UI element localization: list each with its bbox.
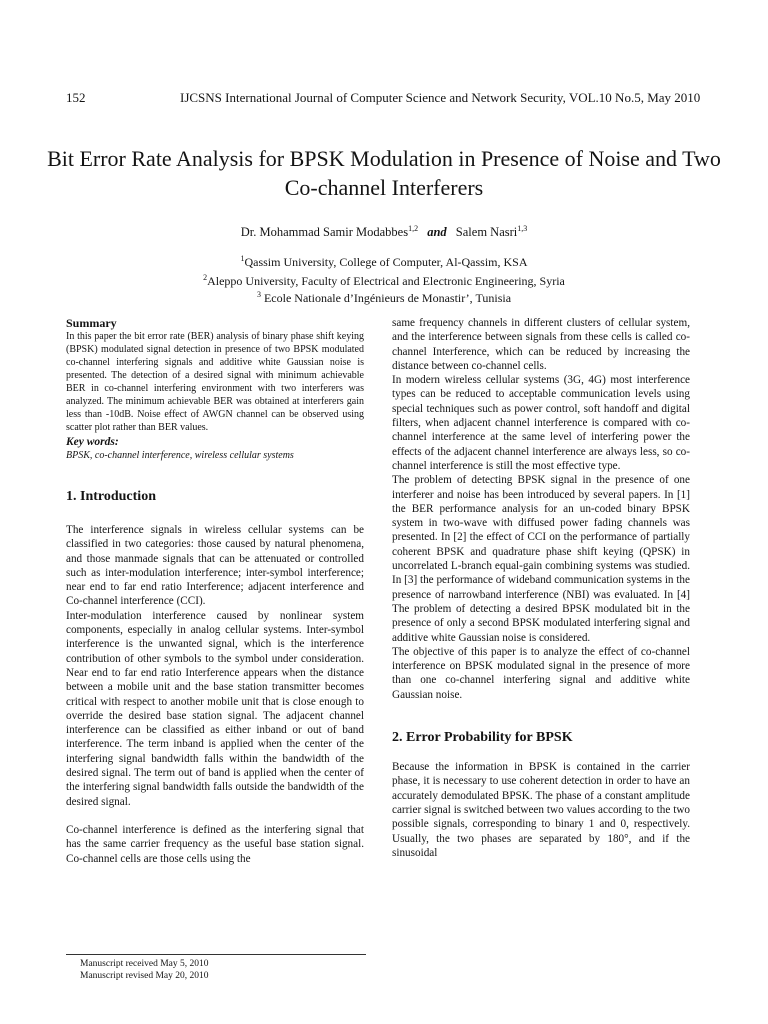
journal-header: IJCSNS International Journal of Computer Science and Network Security, VOL.10 No.5, May 2010 — [180, 90, 701, 105]
paper-title: Bit Error Rate Analysis for BPSK Modulation in Presence of Noise and Two Co-channel Interferers — [47, 146, 721, 200]
affiliation-2-marker: 2 — [203, 273, 208, 282]
affiliation-3-text: Ecole Nationale d’Ingénieurs de Monastir’, Tunisia — [260, 291, 512, 305]
intro-paragraph-6: The objective of this paper is to analyze the effect of co-channel interference on BPSK modulated signal in the presence of more than one co-channel interfering signal and additive white Gaussian noise. — [392, 645, 690, 701]
footnote-received: Manuscript received May 5, 2010 — [80, 959, 209, 969]
author-line — [0, 224, 768, 240]
intro-paragraph-2: Inter-modulation interference caused by nonlinear system components, especially in analog cellular systems. Inter-symbol interference is the unwanted signal, which is the interference contribution of other symbols to the symbol under consideration. Near end to far end ratio Interference appears when the distance between a mobile unit and the base station transmitter becomes critical with respect to another mobile unit that is close enough to override the desired base station signal. The adjacent channel interference can be classified as either inband or out of band interference. The term inband is applied when the center of the interfering signal bandwidth falls within the bandwidth of the desired signal. The term out of band is applied when the center of the interfering signal bandwidth falls outside the bandwidth of the desired signal. — [66, 609, 364, 808]
affiliation-1-text: Qassim University, College of Computer, Al-Qassim, KSA — [244, 255, 528, 269]
affiliation-1 — [0, 251, 768, 270]
author-2: Salem Nasri — [455, 225, 518, 240]
intro-paragraph-5: The problem of detecting BPSK signal in the presence of one interferer and noise has been introduced by several papers. In [1] the BER performance analysis for an un-coded binary BPSK system in two-wave with diffused power fading channels was presented. In [2] the effect of CCI on the performance of partially coherent BPSK and quadrature phase shift keying (QPSK) in uncorrelated L-branch equal-gain combining systems was studied. In [3] the performance of wideband communication systems in the presence of narrowband interference (NBI) was evaluated. In [4] The problem of detecting a desired BPSK modulated bit in the presence of only a second BPSK modulated interfering signal and additive white Gaussian noise is considered. — [392, 474, 690, 644]
section2-paragraph-1: Because the information in BPSK is contained in the carrier phase, it is necessary to use coherent detection in order to have an accurately demodulated BPSK. The phase of a constant amplitude carrier signal is switched between two values according to the two possible signals, corresponding to binary 1 and 0, respectively. Usually, the two phases are separated by 180°, and if the sinusoidal — [392, 761, 690, 859]
footnote-revised: Manuscript revised May 20, 2010 — [80, 971, 209, 981]
section-heading-introduction: 1. Introduction — [66, 489, 156, 504]
keywords-heading: Key words: — [66, 436, 119, 448]
summary-text: In this paper the bit error rate (BER) analysis of binary phase shift keying (BPSK) modulated signal detection in presence of two BPSK modulated co-channel interfering signals and additive white Gaussian noise is presented. The detection of a desired signal with minimum achievable BER in co-channel interfering environment with two interferers was analyzed. The minimum achievable BER was obtained at interferers gain less than -10dB. Noise effect of AWGN channel can be observed using scatter plot rather than BER values. — [66, 331, 364, 433]
intro-paragraph-3: Co-channel interference is defined as the interfering signal that has the same carrier frequency as the useful base station signal. Co-channel cells are those cells using the — [66, 823, 364, 865]
affiliation-1-marker: 1 — [240, 254, 245, 263]
page-number: 152 — [66, 90, 86, 105]
author-1-affiliation: 1,2 — [408, 224, 419, 233]
left-column — [66, 316, 364, 866]
right-column — [392, 316, 690, 860]
footnote-divider — [66, 954, 366, 955]
author-1: Dr. Mohammad Samir Modabbes — [240, 225, 409, 240]
section-heading-error-probability: 2. Error Probability for BPSK — [392, 730, 573, 746]
intro-paragraph-4: In modern wireless cellular systems (3G, 4G) most interference types can be reduced to acceptable communication levels using special techniques such as power control, soft handoff and digital filters, when adjacent channel interference is compared with co-channel interference at the same level of interfering power the effects of the adjacent channel interference are always less, so co-channel interference is still the most effective type. — [392, 374, 690, 472]
affiliation-3 — [0, 287, 768, 306]
affiliation-3-marker: 3 — [256, 290, 261, 299]
summary-heading: Summary — [66, 316, 117, 330]
author-conjunction: and — [427, 225, 447, 240]
intro-paragraph-1: The interference signals in wireless cellular systems can be classified in two categories: those caused by natural phenomena, and those manmade signals that can be attenuated or controlled such as inter-modulation interference; inter-symbol interference; near end to far end ratio Interference; adjacent interference and Co-channel interference (CCI). — [66, 524, 364, 608]
affiliation-2-text: Aleppo University, Faculty of Electrical and Electronic Engineering, Syria — [207, 274, 565, 288]
intro-paragraph-3-continued: same frequency channels in different clusters of cellular system, and the interference between signals from these cells is called co-channel Interference, which can be reduced by increasing the distance between co-channel cells. — [392, 317, 690, 372]
author-2-affiliation: 1,3 — [517, 224, 528, 233]
keywords-text: BPSK, co-channel interference, wireless cellular systems — [66, 450, 294, 461]
